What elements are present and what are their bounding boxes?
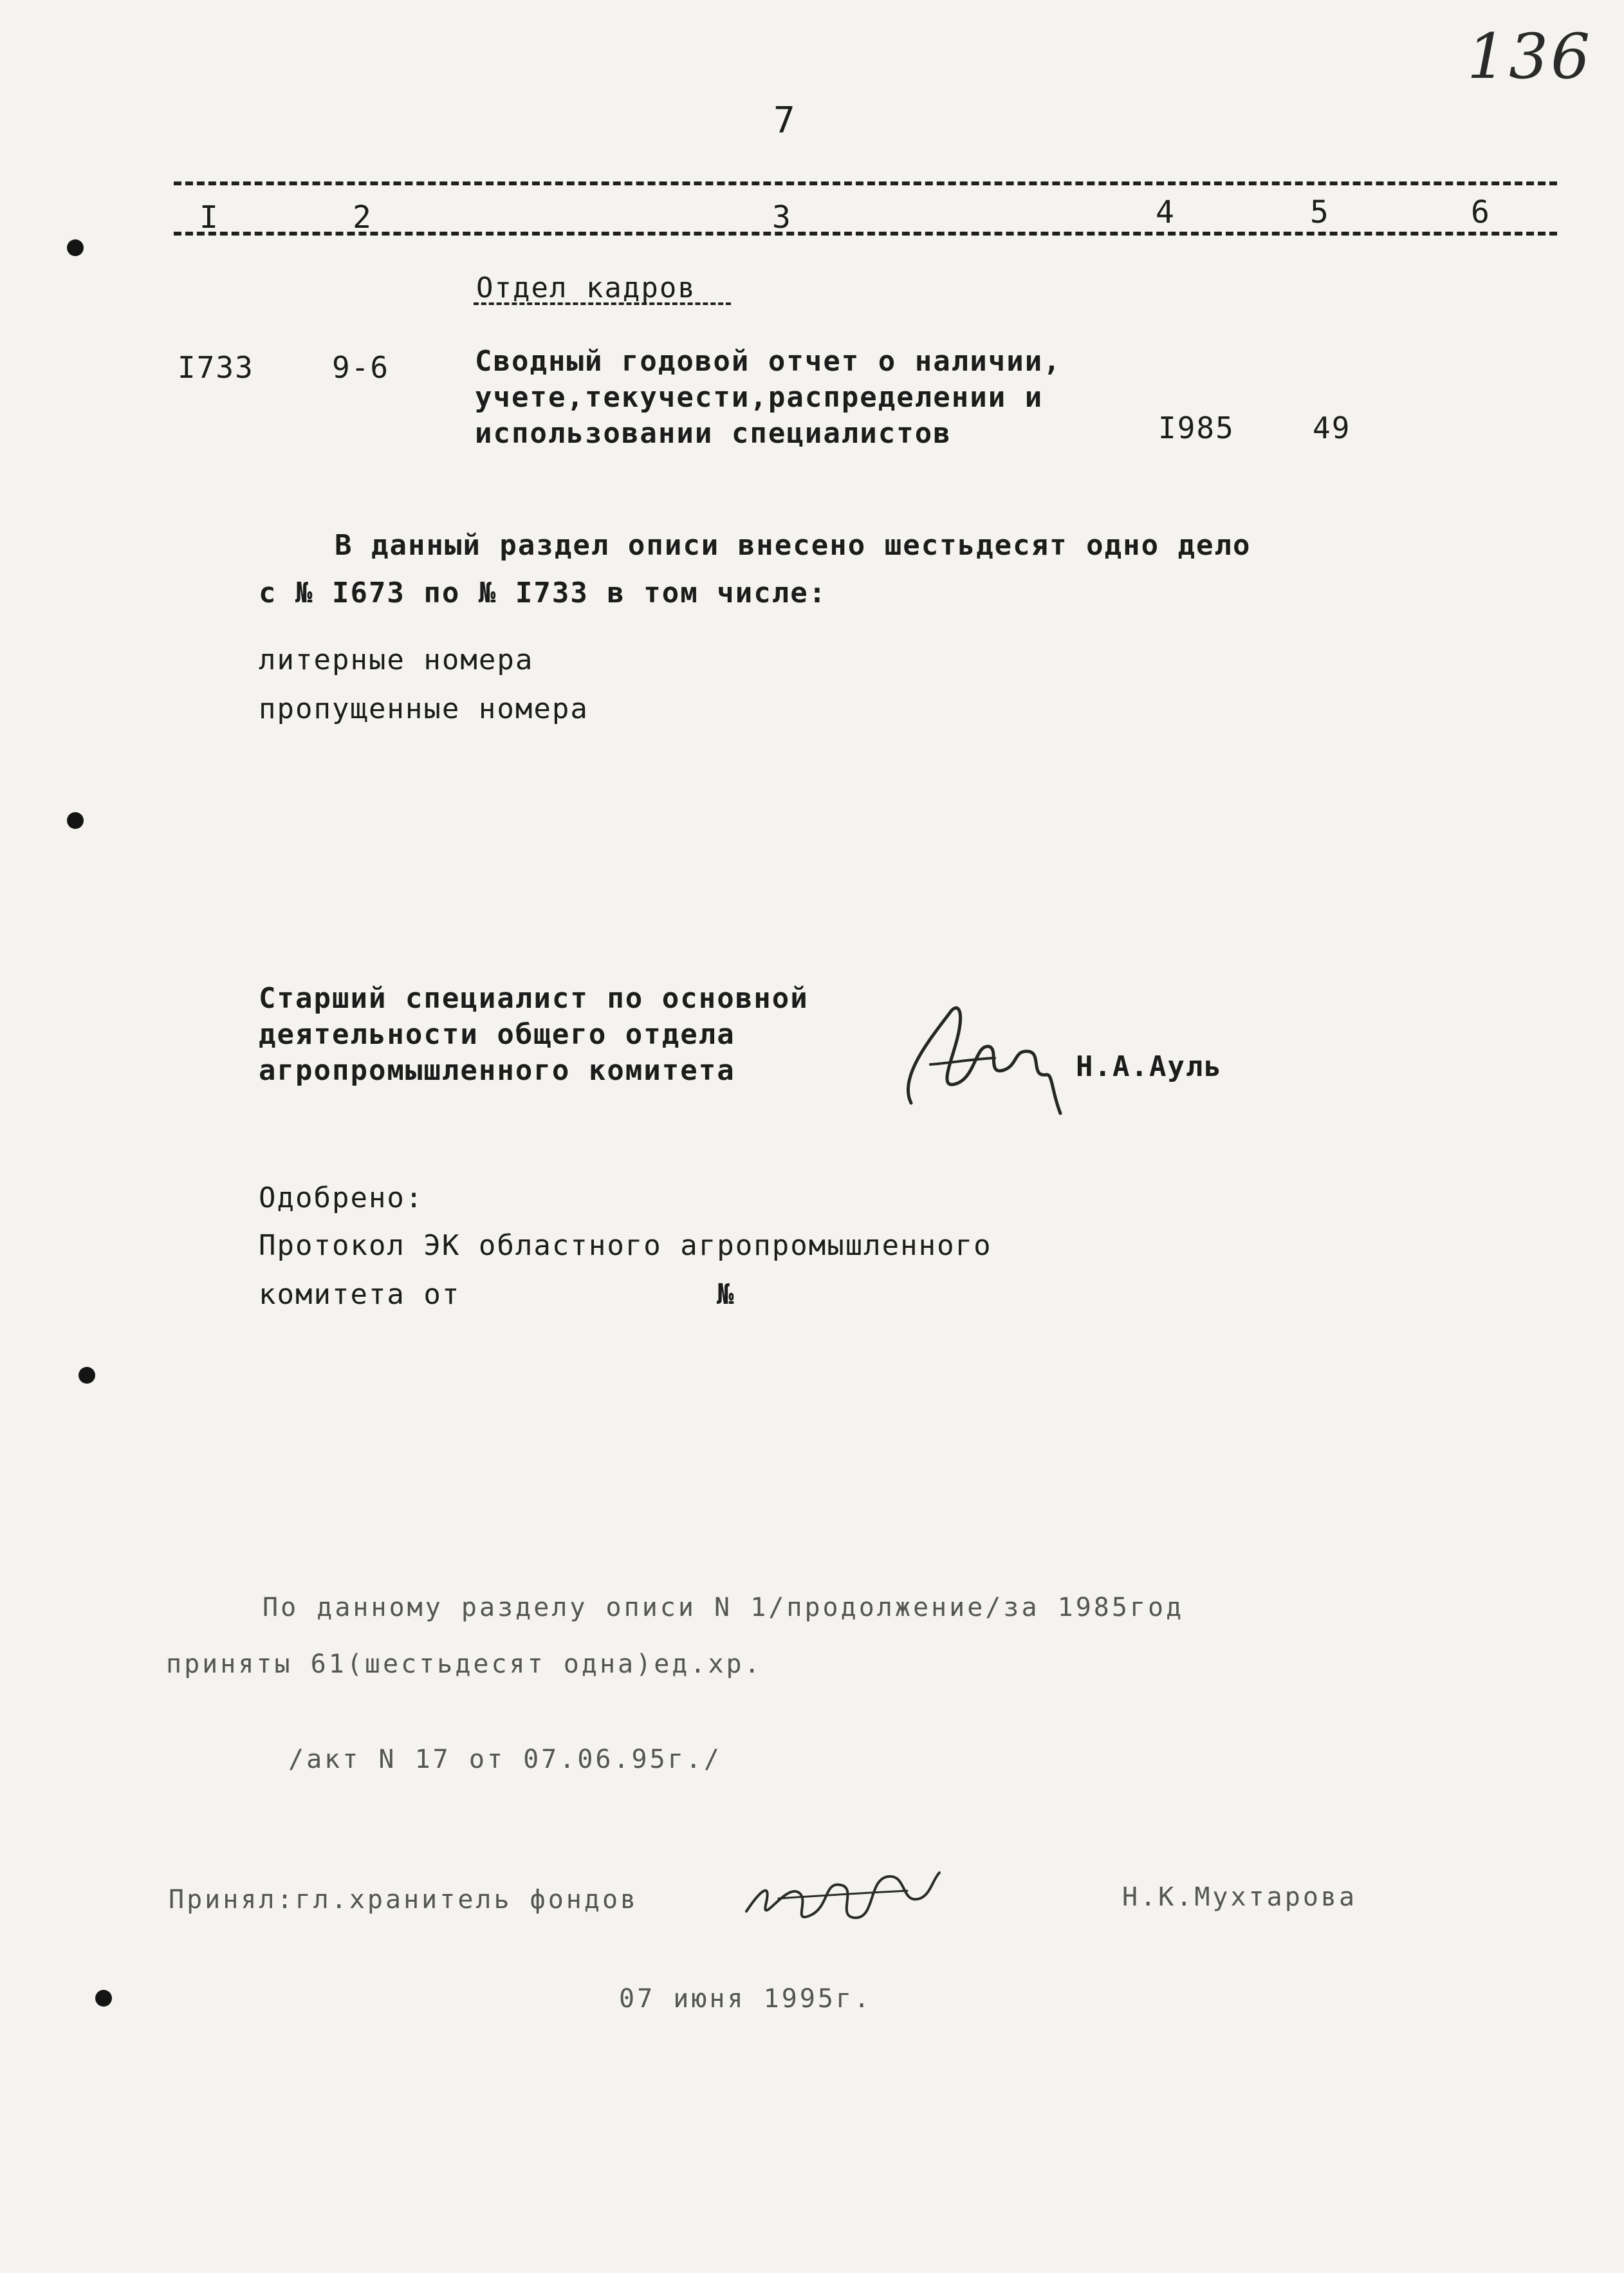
signatory-name: Н.А.Ауль xyxy=(1076,1050,1223,1083)
entry-year: I985 xyxy=(1158,411,1235,445)
approval-line-2: комитета от xyxy=(259,1278,461,1311)
column-header-6: 6 xyxy=(1471,194,1491,230)
punch-hole xyxy=(67,812,84,829)
punch-hole xyxy=(95,1990,112,2007)
signatory-position-line-3: агропромышленного комитета xyxy=(259,1054,735,1087)
archive-sheet-number: 136 xyxy=(1467,21,1593,93)
entry-number: I733 xyxy=(178,350,254,385)
column-header-4: 4 xyxy=(1156,194,1176,230)
literal-numbers-label: литерные номера xyxy=(259,644,534,676)
section-title-underline xyxy=(474,302,731,305)
keeper-name: Н.К.Мухтарова xyxy=(1122,1882,1358,1912)
signatory-position-line-1: Старший специалист по основной xyxy=(259,982,809,1015)
punch-hole xyxy=(67,239,84,256)
acceptance-act: /акт N 17 от 07.06.95г./ xyxy=(288,1745,722,1774)
table-header-rule xyxy=(174,232,1557,236)
section-title: Отдел кадров xyxy=(476,272,696,304)
approval-number-sign: № xyxy=(717,1278,735,1311)
summary-line-1: В данный раздел описи внесено шестьдесят одно дело xyxy=(335,529,1251,562)
column-header-1: I xyxy=(199,199,219,236)
page-number: 7 xyxy=(773,100,797,142)
entry-index: 9-6 xyxy=(332,350,390,385)
column-header-5: 5 xyxy=(1310,194,1330,230)
entry-title-line-3: использовании специалистов xyxy=(475,417,952,450)
column-header-3: 3 xyxy=(772,199,792,236)
signatory-position-line-2: деятельности общего отдела xyxy=(259,1018,735,1051)
acceptance-line-1: По данному разделу описи N 1/продолжение/за 1985год xyxy=(263,1593,1185,1622)
received-by-label: Принял:гл.хранитель фондов xyxy=(169,1885,639,1915)
approval-label: Одобрено: xyxy=(259,1182,424,1214)
entry-title-line-2: учете,текучести,распределении и xyxy=(475,381,1044,414)
column-header-2: 2 xyxy=(353,199,373,236)
keeper-signature xyxy=(740,1853,946,1944)
table-top-rule xyxy=(174,181,1557,185)
acceptance-date: 07 июня 1995г. xyxy=(619,1984,872,2014)
summary-line-2: с № I673 по № I733 в том числе: xyxy=(259,577,827,609)
acceptance-line-2: приняты 61(шестьдесят одна)ед.хр. xyxy=(166,1649,762,1679)
approval-line-1: Протокол ЭК областного агропромышленного xyxy=(259,1229,992,1262)
signatory-signature xyxy=(892,987,1059,1129)
punch-hole xyxy=(78,1367,95,1384)
skipped-numbers-label: пропущенные номера xyxy=(259,692,589,725)
entry-title-line-1: Сводный годовой отчет о наличии, xyxy=(475,345,1062,378)
entry-sheets: 49 xyxy=(1313,411,1351,445)
